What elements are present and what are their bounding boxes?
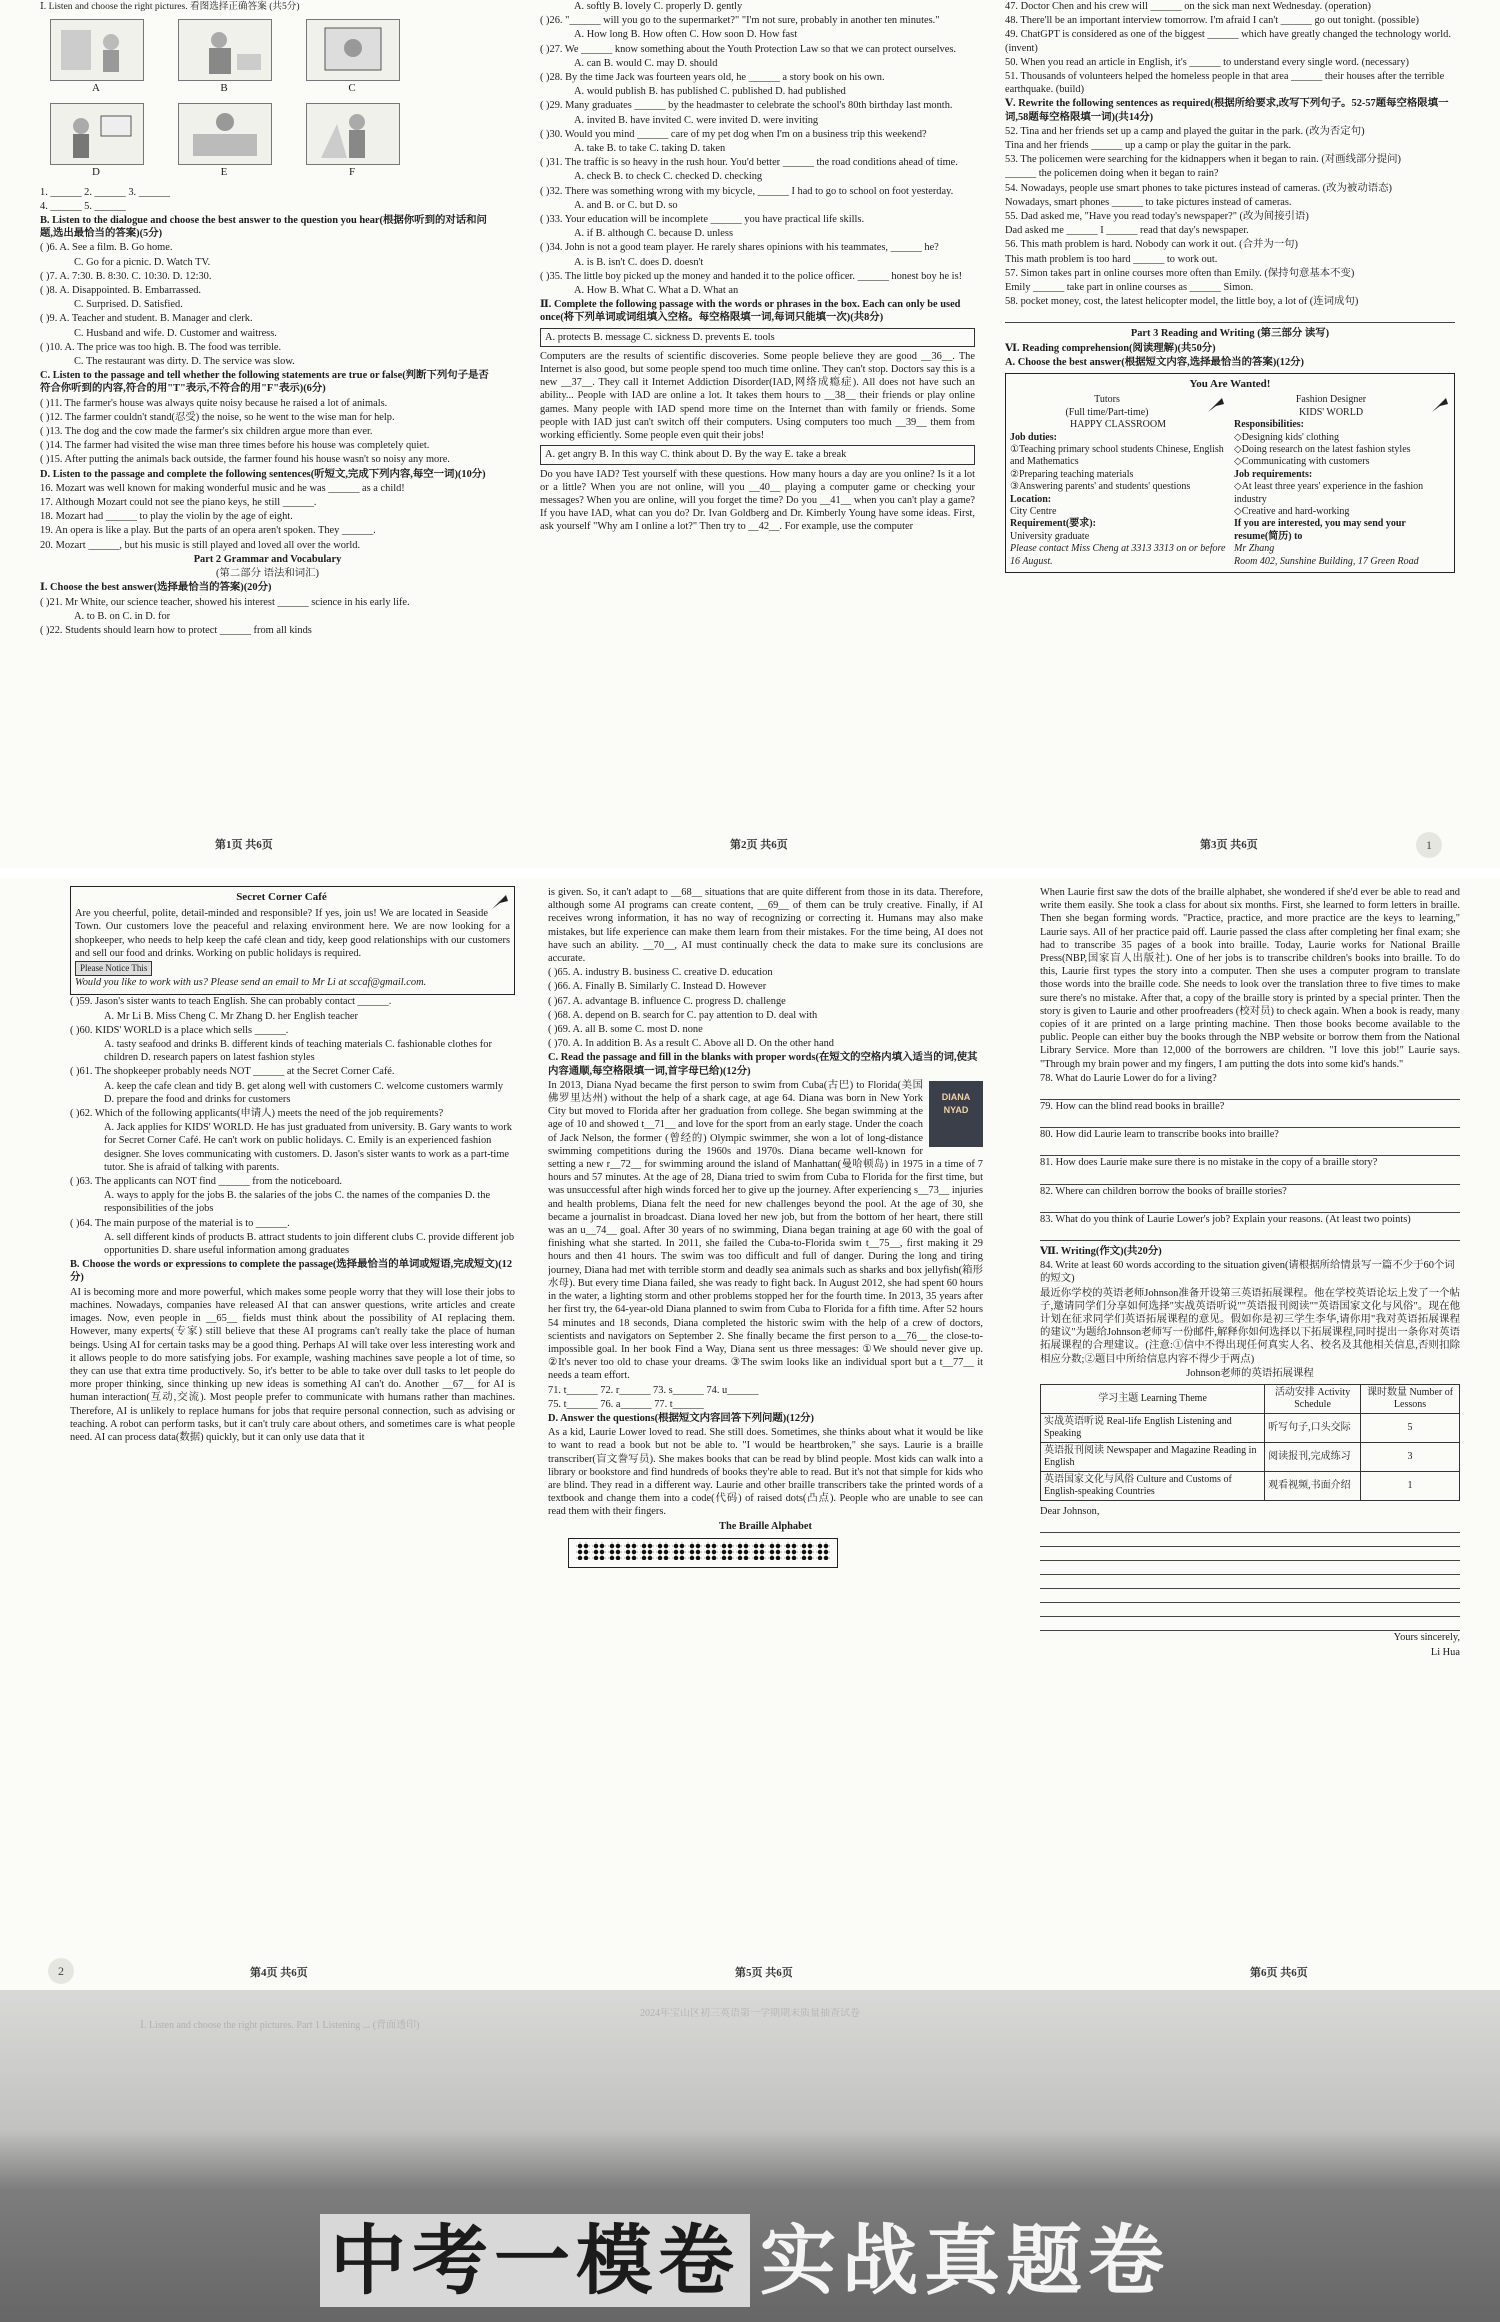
picture-f: F	[306, 103, 398, 179]
question-61-options: A. keep the cafe clean and tidy B. get along well with customers C. welcome customers warmly D. prepare the food and drinks for customers	[104, 1080, 504, 1105]
book-cover-image: DIANA NYAD	[929, 1081, 983, 1147]
question-25-options: A. softly B. lovely C. properly D. gently	[574, 1, 743, 12]
question-83: 83. What do you think of Laurie Lower's job? Explain your reasons. (At least two points)	[1040, 1213, 1411, 1225]
page-5	[548, 886, 983, 1990]
question-35-options: A. How B. What C. What a D. What an	[574, 285, 739, 297]
part-2-subheading: (第二部分 语法和词汇)	[215, 568, 320, 580]
passage-laurie: When Laurie first saw the dots of the braille alphabet, she wondered if she'd ever be able to read and write them easily. She took a class for about six months. First, she learned to form letters in braille. Then she began forming words. "Practice, practice, and more practice are the keys to learning," Laurie says. All of her practice paid off. Laurie passed the class after completing her final exam; she had to transcribe 35 pages of a book into braille. Today, Laurie works for National Braille Press(NBP,国家盲人出版社). One of her jobs is to transcribe children's books into braille. To do this, Laurie first types the story into a computer. Then she uses a computer program to translate those words into the braille code. She needs to look over the translation three to five times to make sure there's no mistake. After that, a copy of the braille story is printed by a special printer. Then the story is given to Laurie and other proofreaders (校对员) to check again. When a book is ready, many copies of it are printed on a large printing machine. Then those books become available to the public. People can either buy the books through the NBP website or borrow them from the National Library Service. More than 12,000 of the borrowers are children. "I love this job!" Laurie says. "Through my brain power and my fingers, I am putting the dots into some kid's hands."	[1040, 887, 1460, 1070]
question-52: 52. Tina and her friends set up a camp and played the guitar in the park. (改为否定句)	[1005, 125, 1365, 137]
question-62-options: A. Jack applies for KIDS' WORLD. He has just graduated from university. B. Gary wants to work for Secret Corner Café. He can't work on public holidays. C. Emily is an experienced fashion designer. She loves communicating with customers. D. Jason's sister wants to work as a part-time tutor. She is afraid of talking with parents.	[104, 1122, 512, 1173]
question-56-answer: This math problem is too hard ______ to work out.	[1005, 253, 1218, 265]
ad-fashion-line: ◇Designing kids' clothing	[1234, 431, 1340, 443]
section-ii-title: Ⅱ. Complete the following passage with the words or phrases in the box. Each can only be used once(将下列单词或词组填入空格。每空格限填一词,每词只能填一次)(共8分)	[540, 299, 961, 324]
banner-title-left: 中考一模卷	[320, 2214, 750, 2307]
ad-fashion-line: ◇At least three years' experience in the fashion industry	[1234, 481, 1424, 505]
question-78: 78. What do Laurie Lower do for a living?	[1040, 1072, 1217, 1084]
table-row: 实战英语听说 Real-life English Listening and Speaking 听写句子,口头交际 5	[1041, 1414, 1460, 1443]
braille-alphabet-image	[568, 1538, 838, 1568]
question-6-options: C. Go for a picnic. D. Watch TV.	[74, 256, 211, 268]
faded-title: 2024年宝山区初三英语第一学期期末质量抽查试卷	[640, 2008, 860, 2019]
question-32: ( )32. There was something wrong with my bicycle, ______ I had to go to school on foot yesterday.	[540, 185, 954, 197]
question-53-answer: ______ the policemen doing when it began to rain?	[1005, 168, 1219, 180]
banner-title-right: 实战真题卷	[760, 2216, 1170, 2305]
course-table	[1040, 1384, 1460, 1501]
ad-tutors-line: Job duties:	[1010, 431, 1057, 443]
ad-fashion-line: Room 402, Sunshine Building, 17 Green Road	[1234, 555, 1419, 567]
question-21-options: A. to B. on C. in D. for	[74, 610, 171, 622]
question-21: ( )21. Mr White, our science teacher, showed his interest ______ science in his early life.	[40, 596, 410, 608]
answer-line	[1040, 1142, 1460, 1156]
question-81: 81. How does Laurie make sure there is no mistake in the copy of a braille story?	[1040, 1157, 1378, 1169]
answer-line	[1040, 1199, 1460, 1213]
answer-line-1: 1. ______ 2. ______ 3. ______	[40, 186, 170, 198]
ad-fashion-line: Responsibilities:	[1234, 419, 1305, 431]
question-58-answer-line	[1005, 309, 1455, 323]
table-header: 课时数量 Number of Lessons	[1361, 1385, 1460, 1414]
section-i-title: Ⅰ. Choose the best answer(选择最恰当的答案)(20分)	[40, 582, 272, 594]
question-56: 56. This math problem is hard. Nobody can work it out. (合并为一句)	[1005, 239, 1299, 251]
faded-backside-print	[140, 2008, 1360, 2128]
page-2	[540, 0, 975, 868]
question-31-options: A. check B. to check C. checked D. checking	[574, 171, 763, 183]
sheet-number-badge: 1	[1416, 832, 1442, 858]
pin-icon	[1428, 394, 1450, 416]
question-60: ( )60. KIDS' WORLD is a place which sells ______.	[70, 1024, 289, 1036]
sheet-number-badge: 2	[48, 1958, 74, 1984]
ad-tutors-line: Location:	[1010, 493, 1052, 505]
job-ad-box	[1005, 373, 1455, 573]
question-28-options: A. would publish B. has published C. published D. had published	[574, 86, 846, 98]
picture-d: D	[50, 103, 142, 179]
section-vii-title: Ⅶ. Writing(作文)(共20分)	[1040, 1246, 1162, 1258]
table-row: 英语国家文化与风俗 Culture and Customs of English-speaking Countries 观看视频,书面介绍 1	[1041, 1472, 1460, 1501]
page-3-footer: 第3页 共6页	[1200, 839, 1258, 851]
table-row: 英语报刊阅读 Newspaper and Magazine Reading in English 阅读报刊,完成练习 3	[1041, 1443, 1460, 1472]
question-10-options: C. The restaurant was dirty. D. The service was slow.	[74, 356, 295, 368]
section-d-title: D. Answer the questions(根据短文内容回答下列问题)(12分)	[548, 1412, 814, 1424]
part-2-heading: Part 2 Grammar and Vocabulary	[193, 553, 342, 565]
ad-tutors	[1010, 394, 1226, 568]
faded-text: Ⅰ. Listen and choose the right pictures. Part 1 Listening ... (背面透印)	[140, 2020, 420, 2031]
question-34-options: A. is B. isn't C. does D. doesn't	[574, 256, 704, 268]
question-30: ( )30. Would you mind ______ care of my pet dog when I'm on a business trip this weekend?	[540, 128, 927, 140]
ad-fashion-line: Mr Zhang	[1234, 543, 1275, 555]
question-34: ( )34. John is not a good team player. He rarely shares opinions with his teammates, ______ he?	[540, 242, 939, 254]
question-8-options: C. Surprised. D. Satisfied.	[74, 299, 183, 311]
question-57-answer: Emily ______ take part in online courses as ______ Simon.	[1005, 282, 1254, 294]
question-28: ( )28. By the time Jack was fourteen years old, he ______ a story book on his own.	[540, 72, 885, 84]
table-header: 学习主题 Learning Theme	[1041, 1385, 1265, 1414]
passage-ai: AI is becoming more and more powerful, which makes some people worry that they will lose their jobs to machines. Nowadays, companies have released AI that can answer questions, write articles and create images. Now, even people in __65__ fields must think about the possibility of AI replacing them. However, many experts(专家) still believe that these AI programs can't really take the place of human beings. Using AI for certain tasks may be a good thing. Perhaps AI will take over less interesting work and it allows people to do more satisfying jobs. For example, washing machines save people a lot of time, so they can use that extra time productively. So, it's better to be able to take over dull tasks to let people do more proper thinking, since thinking up new ideas is something AI can't do. Another __67__ for AI is human interaction(互动,交流). Most people prefer to communicate with humans rather than machines. Therefore, AI is unlikely to replace humans for jobs that require personal connection, such as advising or teaching. A robot can perform tasks, but it can't truly care about others, and sometimes care is what people need. AI can process data(数据) quickly, but it can only use data that it	[70, 1286, 515, 1443]
question-59: ( )59. Jason's sister wants to teach English. She can probably contact ______.	[70, 996, 392, 1008]
question-17: 17. Although Mozart could not see the piano keys, he still ______.	[40, 497, 317, 509]
product-banner	[0, 1990, 1500, 2322]
table-header: 活动安排 Activity Schedule	[1265, 1385, 1361, 1414]
question-57: 57. Simon takes part in online courses more often than Emily. (保持句意基本不变)	[1005, 267, 1355, 279]
ad-fashion-line: ◇Communicating with customers	[1234, 456, 1370, 468]
question-29: ( )29. Many graduates ______ by the headmaster to celebrate the school's 80th birthday last month.	[540, 100, 953, 112]
question-55-answer: Dad asked me ______ I ______ read that day's newspaper.	[1005, 225, 1249, 237]
question-29-options: A. invited B. have invited C. were invited D. were inviting	[574, 114, 819, 126]
blanks-71-74: 71. t______ 72. r______ 73. s______ 74. u______	[548, 1384, 759, 1396]
question-30-options: A. take B. to take C. taking D. taken	[574, 143, 726, 155]
word-box-1: A. protects B. message C. sickness D. prevents E. tools	[540, 328, 975, 347]
answer-line	[1040, 1086, 1460, 1100]
question-68: ( )68. A. depend on B. search for C. pay attention to D. deal with	[548, 1009, 818, 1021]
page-6	[1040, 886, 1460, 1990]
section-vi-title: Ⅵ. Reading comprehension(阅读理解)(共50分)	[1005, 342, 1216, 354]
page-2-footer: 第2页 共6页	[730, 839, 788, 851]
passage-braille: As a kid, Laurie Lower loved to read. She still does. Sometimes, she thinks about what it would be like to want to read a book but not be able to. "I would be heartbroken," she says. Laurie is a braille transcriber(盲文誊写员). She makes books that can be read by blind people. Most kids can walk into a library or bookstore and find hundreds of books they're able to read. But it's not that simple for kids who are blind. They read in a different way. Laurie and other braille transcribers take the printed words of a textbook and change them into a code(代码) of raised dots(凸点). People who are unable to see can read them with their fingers.	[548, 1427, 983, 1518]
ad-fashion-line: If you are interested, you may send your resume(简历) to	[1234, 518, 1406, 542]
writing-prompt: 最近你学校的英语老师Johnson准备开设第三英语拓展课程。他在学校英语论坛上发了一个帖子,邀请同学们分享如何选择"实战英语听说""英语报刊阅读""英语国家文化与风俗"。现在他计划在征求同学们英语拓展课程的意见。假如你是初三学生李华,请你用"我对英语拓展课程的建议"为题给Johnson老师写一份邮件,解释你如何选择以下拓展课程,同时提出一条你对英语拓展课程的合理建议。(注意:①信中不得出现任何真实人名、校名及其他相关信息,否则扣除相应分数;②题目中所给信息内容不得少于两点)	[1040, 1287, 1460, 1365]
ad-tutors-line: ③Answering parents' and students' questions	[1010, 481, 1191, 493]
question-50: 50. When you read an article in English, it's ______ to understand every single word. (necessary)	[1005, 56, 1409, 68]
ad-fashion-line: ◇Creative and hard-working	[1234, 505, 1350, 517]
picture-c: C	[306, 19, 398, 95]
ad-fashion	[1234, 394, 1450, 568]
question-59-options: A. Mr Li B. Miss Cheng C. Mr Zhang D. her English teacher	[104, 1010, 358, 1022]
letter-signature: Li Hua	[1430, 1646, 1460, 1658]
question-27-options: A. can B. would C. may D. should	[574, 57, 718, 69]
exam-sheet-back	[0, 868, 1500, 1990]
question-55: 55. Dad asked me, "Have you read today's newspaper?" (改为间接引语)	[1005, 211, 1309, 223]
section-v-title: Ⅴ. Rewrite the following sentences as required(根据所给要求,改写下列句子。52-57题每空格限填一词,58题每空格限填一词)(共14分)	[1005, 98, 1449, 123]
answer-line	[1040, 1227, 1460, 1241]
question-51: 51. Thousands of volunteers helped the homeless people in that area ______ their houses after the terrible earthquake. (build)	[1005, 71, 1445, 96]
passage-diana-nyad: In 2013, Diana Nyad became the first person to swim from Cuba(古巴) to Florida(美国佛罗里达州) without the help of a shark cage, at age 64. Diana was born in New York City but moved to Florida after her graduation from college. She began swimming at the age of 10 and showed t__71__ and love for the sport from an early stage. Under the coach of Jack Nelson, the former (曾经的) Olympic swimmer, she won a lot of long-distance swimming competitions during the 1960s and 1970s. Diana became well-known for setting a new r__72__ for swimming around the island of Manhattan(曼哈顿岛) in 1975 in a time of 7 hours and 57 minutes. At the age of 28, Diana tried to swim from Cuba to Florida for the first time, but was unsuccessful after high winds forced her to give up the journey. After experiencing s__73__ injuries and health problems, Diana felt the need for new challenges beyond the pool. At the age of 30, she became a journalist in broadcast. Diana loved her new job, but from the bottom of her heart, there still was an u__74__ goal. After 30 years of no swimming, Diana began training at age 60 with the goal of finishing what she started. In 2011, she failed the Cuba-to-Florida swim t__75__, first making it 29 hours and then 41 hours. The swim was too difficult and full of danger. During the long and tiring journey, Diana had met with terrible storm and deadly sea animals such as sharks and box jellyfish(箱形水母). But every time Diana failed, she was ready to fight back. In August 2012, she had spent 60 hours in the water, a lighting storm and other problems stopped her for the fourth time. In 2013, 35 years after her first try, the 64-year-old Diana planned to swim from Cuba to Florida for a fifth time. After 52 hours 54 minutes and 18 seconds, Diana completed the historic swim with the help of a crew of doctors, scientists and navigators on September 2. She finally became the first person to a__76__ the close-to-impossible goal. In her book Find a Way, Diana sent us three messages: ①We should never give up. ②It's never too old to chase your dreams. ③The swim looks like an individual sport but a t__77__ it needs a team effort.	[548, 1079, 983, 1382]
answer-line-2: 4. ______ 5. ______	[40, 200, 126, 212]
question-16: 16. Mozart was well known for making wonderful music and he was ______ as a child!	[40, 482, 405, 494]
question-54: 54. Nowadays, people use smart phones to take pictures instead of cameras. (改为被动语态)	[1005, 182, 1392, 194]
page-3	[1005, 0, 1455, 868]
picture-b: B	[178, 19, 270, 95]
table-caption: Johnson老师的英语拓展课程	[1186, 1367, 1314, 1379]
section-a-title: A. Choose the best answer(根据短文内容,选择最恰当的答案)(12分)	[1005, 356, 1304, 368]
part-3-heading: Part 3 Reading and Writing (第三部分 读写)	[1130, 328, 1330, 340]
writing-lines	[1040, 1519, 1460, 1631]
ad-fashion-line: Job requirements:	[1234, 468, 1313, 480]
ad-tutors-line: ①Teaching primary school students Chinese, English and Mathematics	[1010, 443, 1224, 468]
letter-greeting: Dear Johnson,	[1040, 1506, 1100, 1518]
question-8: ( )8. A. Disappointed. B. Embarrassed.	[40, 285, 202, 297]
question-65: ( )65. A. industry B. business C. creative D. education	[548, 967, 773, 979]
question-6: ( )6. A. See a film. B. Go home.	[40, 242, 173, 254]
ad-tutors-line: (Full time/Part-time)	[1065, 406, 1149, 418]
page-5-footer: 第5页 共6页	[735, 1967, 793, 1979]
question-31: ( )31. The traffic is so heavy in the rush hour. You'd better ______ the road conditions ahead of time.	[540, 157, 958, 169]
job-ad-title: You Are Wanted!	[1189, 378, 1271, 391]
question-22: ( )22. Students should learn how to protect ______ from all kinds	[40, 624, 312, 636]
banner-title	[0, 2200, 1500, 2309]
picture-a: A	[50, 19, 142, 95]
blanks-75-77: 75. t______ 76. a______ 77. t______	[548, 1398, 704, 1410]
page-1	[40, 0, 495, 868]
question-58: 58. pocket money, cost, the latest helicopter model, the little boy, a lot of (连词成句)	[1005, 296, 1359, 308]
pin-icon	[488, 891, 510, 913]
question-26: ( )26. "______ will you go to the supermarket?" "I'm not sure, probably in another ten minutes."	[540, 15, 940, 27]
pin-icon	[1204, 394, 1226, 416]
question-64: ( )64. The main purpose of the material is to ______.	[70, 1217, 290, 1229]
question-14: ( )14. The farmer had visited the wise man three times before his house was completely quiet.	[40, 440, 430, 452]
section-c-title: C. Listen to the passage and tell whether the following statements are true or false(判断下列句子是否符合你听到的内容,符合的用"T"表示,不符合的用"F"表示)(6分)	[40, 370, 489, 395]
cafe-title: Secret Corner Café	[236, 891, 327, 903]
cafe-notice-box	[70, 886, 515, 995]
ad-tutors-line: Tutors	[1094, 394, 1120, 406]
answer-line	[1040, 1171, 1460, 1185]
ad-fashion-line: Fashion Designer	[1295, 394, 1367, 406]
question-84: 84. Write at least 60 words according to the situation given(请根据所给情景写一篇不少于60个词的短文)	[1040, 1260, 1455, 1285]
braille-title: The Braille Alphabet	[719, 1520, 812, 1532]
question-47: 47. Doctor Chen and his crew will ______ on the sick man next Wednesday. (operation)	[1005, 1, 1371, 12]
page-4	[70, 886, 515, 1990]
question-9: ( )9. A. Teacher and student. B. Manager and clerk.	[40, 313, 253, 325]
question-67: ( )67. A. advantage B. influence C. progress D. challenge	[548, 995, 786, 1007]
question-33-options: A. if B. although C. because D. unless	[574, 228, 734, 240]
ad-tutors-line: Please contact Miss Cheng at 3313 3313 on or before 16 August.	[1010, 543, 1226, 567]
question-18: 18. Mozart had ______ to play the violin by the age of eight.	[40, 511, 293, 523]
question-62: ( )62. Which of the following applicants(申请人) meets the need of the job requirements?	[70, 1108, 444, 1120]
ad-tutors-line: University graduate	[1010, 530, 1090, 542]
section-c-title: C. Read the passage and fill in the blanks with proper words(在短文的空格内填入适当的词,使其内容通顺,每空格限填一词,首字母已给)(12分)	[548, 1052, 978, 1077]
page-1-footer: 第1页 共6页	[215, 839, 273, 851]
question-63: ( )63. The applicants can NOT find ______ from the noticeboard.	[70, 1176, 343, 1188]
question-33: ( )33. Your education will be incomplete ______ you have practical life skills.	[540, 214, 865, 226]
question-70: ( )70. A. In addition B. As a result C. Above all D. On the other hand	[548, 1038, 834, 1050]
question-19: 19. An opera is like a play. But the parts of an opera aren't spoken. They ______.	[40, 525, 376, 537]
picture-grid	[50, 19, 495, 179]
passage-iad-2: Do you have IAD? Test yourself with these questions. How many hours a day are you online? Is it a lot or a little? When you are not online, will you __40__ playing a computer game or checking your messages? When you are online, will you forget the time? Do you __41__ when you can't play a game? If you have IAD, what can you do? Dr. Ivan Goldberg and Dr. Kimberly Young have some ideas. First, ask yourself "Why am I online a lot?" Then try to __42__. For example, use the computer	[540, 468, 975, 533]
question-11: ( )11. The farmer's house was always quite noisy because he raised a lot of animals.	[40, 397, 388, 409]
question-69: ( )69. A. all B. some C. most D. none	[548, 1024, 703, 1036]
letter-closing: Yours sincerely,	[1393, 1632, 1460, 1644]
listening-intro: Ⅰ. Listen and choose the right pictures. 看图选择正确答案 (共5分)	[40, 1, 300, 12]
question-66: ( )66. A. Finally B. Similarly C. Instead D. However	[548, 981, 767, 993]
ad-tutors-line: HAPPY CLASSROOM	[1069, 419, 1167, 431]
question-60-options: A. tasty seafood and drinks B. different kinds of teaching materials C. fashionable clothes for children D. research papers on latest fashion styles	[104, 1039, 492, 1064]
question-64-options: A. sell different kinds of products B. attract students to join different clubs C. provide different job opportunities D. share useful information among graduates	[104, 1231, 515, 1257]
page-4-footer: 第4页 共6页	[250, 1967, 308, 1979]
ad-tutors-line: City Centre	[1010, 505, 1057, 517]
question-26-options: A. How long B. How often C. How soon D. How fast	[574, 29, 798, 41]
section-b-title: B. Listen to the dialogue and choose the best answer to the question you hear(根据你听到的对话和问题,选出最恰当的答案)(5分)	[40, 215, 487, 240]
cafe-notice-tag: Please Notice This	[75, 961, 152, 976]
question-10: ( )10. A. The price was too high. B. The food was terrible.	[40, 341, 282, 353]
question-79: 79. How can the blind read books in braille?	[1040, 1101, 1225, 1113]
word-box-2: A. get angry B. In this way C. think about D. By the way E. take a break	[540, 445, 975, 464]
ad-tutors-line: ②Preparing teaching materials	[1010, 468, 1134, 480]
question-52-answer: Tina and her friends ______ up a camp or play the guitar in the park.	[1005, 140, 1292, 152]
question-49: 49. ChatGPT is considered as one of the biggest ______ which have greatly changed the technology world. (invent)	[1005, 29, 1451, 54]
question-35: ( )35. The little boy picked up the money and handed it to the police officer. ______ honest boy he is!	[540, 270, 963, 282]
answer-line	[1040, 1114, 1460, 1128]
question-27: ( )27. We ______ know something about the Youth Protection Law so that we can protect ourselves.	[540, 43, 956, 55]
section-b-title: B. Choose the words or expressions to complete the passage(选择最恰当的单词或短语,完成短文)(12分)	[70, 1259, 513, 1284]
ad-fashion-line: KIDS' WORLD	[1298, 406, 1364, 418]
cafe-text: Are you cheerful, polite, detail-minded and responsible? If yes, join us! We are located in Seaside Town. Our customers love the peaceful and relaxing environment here. We are now looking for a shopkeeper, who needs to help keep the café clean and tidy, keep good relationships with our customers and sell our food and drinks. Working on public holidays is required.	[75, 908, 510, 959]
section-d-title: D. Listen to the passage and complete the following sentences(听短文,完成下列内容,每空一词)(10分)	[40, 468, 486, 480]
question-63-options: A. ways to apply for the jobs B. the salaries of the jobs C. the names of the companies D. the responsibilities of the jobs	[104, 1190, 491, 1215]
question-82: 82. Where can children borrow the books of braille stories?	[1040, 1185, 1287, 1197]
question-7: ( )7. A. 7:30. B. 8:30. C. 10:30. D. 12:30.	[40, 270, 212, 282]
question-32-options: A. and B. or C. but D. so	[574, 199, 678, 211]
question-12: ( )12. The farmer couldn't stand(忍受) the noise, so he went to the wise man for help.	[40, 411, 395, 423]
exam-sheet-front	[0, 0, 1500, 868]
question-48: 48. There'll be an important interview tomorrow. I'm afraid I can't ______ go out tonight. (possible)	[1005, 15, 1419, 27]
question-9-options: C. Husband and wife. D. Customer and waitress.	[74, 327, 277, 339]
question-61: ( )61. The shopkeeper probably needs NOT ______ at the Secret Corner Café.	[70, 1066, 395, 1078]
question-13: ( )13. The dog and the cow made the farmer's six children argue more than ever.	[40, 426, 373, 438]
question-15: ( )15. After putting the animals back outside, the farmer found his house wasn't so noisy any more.	[40, 454, 450, 466]
ad-fashion-line: ◇Doing research on the latest fashion styles	[1234, 443, 1411, 455]
cafe-email: Would you like to work with us? Please send an email to Mr Li at sccaf@gmail.com.	[75, 977, 427, 989]
passage-iad-1: Computers are the results of scientific discoveries. Some people believe they are good __36__. The Internet is also good, but some people spend too much time online. They can't stop. Doctors say this is a new __37__. They call it Internet Addiction Disorder(IAD,网络成瘾症). All does not have such an ability... People with IAD are online a lot. It takes them hours to __38__ their friends or play online games. Many people with IAD spend more time on the Internet than with family or friends. Some people with IAD just can't switch off their computers. Using computers too much __39__ them from working efficiently. Some people even quit their jobs!	[540, 350, 975, 442]
question-20: 20. Mozart ______, but his music is still played and loved all over the world.	[40, 539, 361, 551]
question-53: 53. The policemen were searching for the kidnappers when it began to rain. (对画线部分提问)	[1005, 154, 1401, 166]
ad-tutors-line: Requirement(要求):	[1010, 518, 1096, 530]
question-54-answer: Nowadays, smart phones ______ to take pictures instead of cameras.	[1005, 196, 1292, 208]
picture-e: E	[178, 103, 270, 179]
passage-ai-continued: is given. So, it can't adapt to __68__ situations that are quite different from those in its data. Therefore, although some AI programs can create content, __69__ of them can be truly creative. Finally, if AI receives wrong information, it has no way of recognizing or correcting it. Humans may also make mistakes, but life experience can make them learn from their mistakes. For the time being, AI does not have such an ability. __70__, AI must continually check the data to make sure its conclusions are accurate.	[548, 887, 983, 965]
page-6-footer: 第6页 共6页	[1250, 1967, 1308, 1979]
question-80: 80. How did Laurie learn to transcribe books into braille?	[1040, 1129, 1279, 1141]
